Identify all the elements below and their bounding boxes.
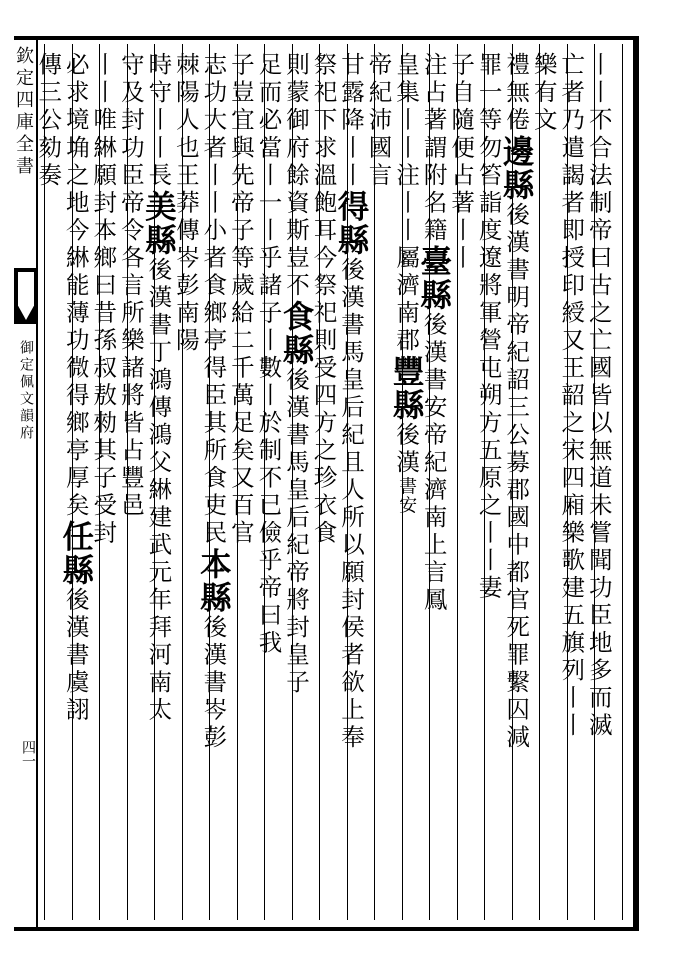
headword: 食縣 [277,299,315,367]
text-column [498,52,536,753]
text-column [226,52,259,548]
text-segment: 丨丨唯綝願封本鄉曰昔孫叔敖勑其子受封 [89,52,118,548]
top-border [14,36,639,40]
text-segment: 傳岑彭南陽 [171,217,200,355]
book-subtitle: 御定佩文韻府 [18,340,34,442]
text-segment: 後漢 [392,421,421,477]
text-column [529,52,562,135]
text-column [309,52,342,548]
text-segment: 甘露降丨丨 [337,52,366,190]
text-column [584,52,617,740]
text-segment: 禮無倦 [502,52,531,135]
text-segment: 注占著謂附名籍 [419,52,448,245]
text-segment: 則蒙御府餘資斯豈不 [281,52,310,300]
book-title: 欽定四庫全書 [13,46,34,178]
text-segment: 帝紀沛國言 [364,52,393,190]
text-column [34,52,67,190]
text-segment: 後漢書馬皇后紀且人所以願封侯者欲上奉 [337,256,366,753]
text-segment: 志功大者丨丨小者食鄉亭得臣其所食吏民 [199,52,228,548]
right-border [633,36,639,928]
text-segment: 後漢書虞詡 [61,586,90,725]
text-segment: 時守丨丨長 [144,52,173,190]
text-column [195,52,233,753]
headword: 得縣 [333,189,371,257]
text-segment: 子自隨便占著丨丨 [447,52,476,273]
text-column [447,52,480,273]
text-segment: 守及封功臣帝令各言所樂諸將皆占豐邑 [116,52,145,520]
text-column [140,52,178,725]
text-segment: 諸子丨數丨於制不已儉乎帝曰我 [254,272,283,658]
page-number: 四一 [20,740,36,768]
text-column [364,52,397,190]
text-segment: 後漢書岑彭 [199,614,228,753]
headword: 邊縣 [498,134,536,202]
column-rule [539,44,540,920]
text-column [57,52,95,725]
text-segment: 亡者乃遣謁者即授印綬又王韶之宋四廂樂歌建五旗列丨丨 [557,52,586,740]
text-segment: 罪一等勿笞詣度遼將軍營屯朔方五原之丨丨妻 [474,52,503,603]
text-segment: 後漢書馬皇后紀帝將封皇子 [281,366,310,697]
text-column [171,52,204,355]
text-segment: 後漢書丁鴻傳鴻父綝建武元年拜河南太 [144,256,173,725]
text-column [89,52,122,548]
text-column [277,52,315,697]
text-column [333,52,371,753]
bottom-border [14,927,639,931]
headword: 臺縣 [415,244,453,312]
headword: 本縣 [195,547,233,615]
text-segment: 祭祀下求溫飽耳今祭祀則受四方之珍衣食 [309,52,338,548]
headword: 豐縣 [388,354,426,422]
text-column [474,52,507,603]
text-segment: 足而必當丨一丨乎 [254,52,283,273]
text-segment: 樂有文 [529,52,558,135]
text-column [116,52,149,520]
text-segment: 必求境埆之地今綝能薄功微得鄉亭厚矣 [61,52,90,520]
text-segment: 書安 [396,476,418,515]
text-column [388,52,426,515]
text-segment: 丨丨不合法制帝曰古之亡國皆以無道未嘗聞功臣地多而滅 [584,52,613,740]
text-column [415,52,453,615]
text-segment: 棘陽人也王莽 [171,52,200,218]
text-segment: 後漢書明帝紀詔三公募郡國中都官死罪繫囚減 [502,201,531,753]
text-segment: 傳三公劾奏 [34,52,63,190]
text-column [254,52,287,658]
headword: 任縣 [57,519,95,587]
text-segment: 子豈宜與先帝子等歲給二千萬足矣又百官 [226,52,255,548]
text-segment: 皇集丨丨注丨丨屬濟南郡 [392,52,421,355]
headword: 美縣 [140,189,178,257]
column-rule [622,44,623,920]
text-column [557,52,590,740]
text-segment: 後漢書安帝紀濟南上言鳳 [419,311,448,615]
